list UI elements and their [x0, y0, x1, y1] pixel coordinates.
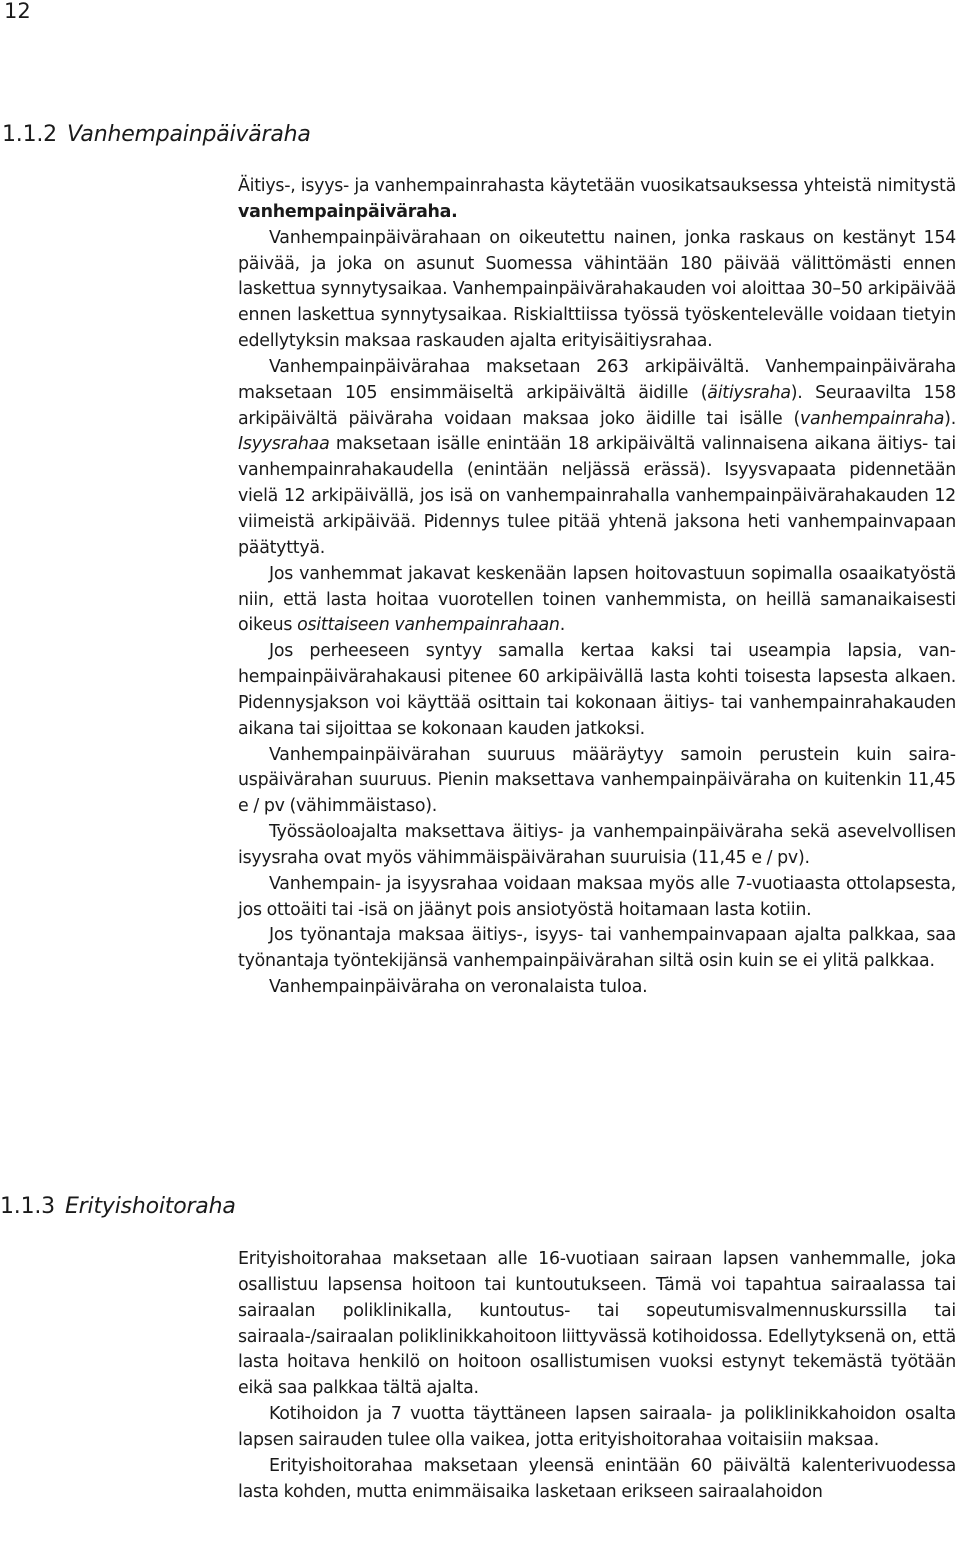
- paragraph: [238, 174, 956, 226]
- paragraph: [238, 226, 956, 355]
- paragraph: [238, 355, 956, 562]
- text-run: Vanhempainpäivärahaan on oikeutettu nainen, jonka raskaus on kestänyt 154 päivää, ja joka on asunut Suomessa vähintään 180 päivää välittömästi ennen laskettua synnytysaikaa. Vanhempainpäivärahakauden voi aloittaa 30–50 arkipäivää ennen laskettua synnytysaikaa. Riskialttiissa työssä työskentelevälle voidaan tietyin edellytyksin maksaa raskauden ajalta erityisäitiysrahaa.: [238, 227, 956, 352]
- section-heading-vanhempainpaivaraha: [2, 120, 311, 150]
- paragraph: [238, 975, 956, 1001]
- paragraph: [238, 820, 956, 872]
- text-run: Työssäoloajalta maksettava äitiys- ja vanhempainpäiväraha sekä asevelvollisen isyysraha ovat myös vähimmäispäivärahan suuruisia (11,45 e / pv).: [238, 822, 956, 868]
- page-number: 12: [4, 0, 31, 23]
- section-body-vanhempainpaivaraha: [238, 174, 956, 1001]
- italic-text-run: Isyysrahaa: [238, 434, 330, 455]
- text-run: Äitiys-, isyys- ja vanhempainrahasta käytetään vuosikatsauksessa yhteistä nimitystä: [238, 176, 956, 196]
- text-run: .: [559, 615, 565, 636]
- bold-text-run: vanhempainpäiväraha.: [238, 201, 458, 222]
- text-run: Vanhempainpäivärahan suuruus määräytyy samoin perustein kuin sairauspäivärahan suuruus. Pienin maksettava vanhempainpäiväraha on kuitenkin 11,45 e / pv (vähimmäistaso).: [238, 744, 956, 817]
- text-run: Kotihoidon ja 7 vuotta täyttäneen lapsen sairaala- ja poliklinikkahoidon osalta lapsen sairauden tulee olla vaikea, jotta erityishoitorahaa voitaisiin maksaa.: [238, 1404, 956, 1450]
- text-run: Vanhempain- ja isyysrahaa voidaan maksaa myös alle 7-vuotiaasta ottolapsesta, jos ottoäiti tai -isä on jäänyt pois ansiotyöstä hoitamaan lasta kotiin.: [238, 873, 956, 920]
- text-run: Jos perheeseen syntyy samalla kertaa kaksi tai useampia lapsia, vanhempainpäivärahakausi pitenee 60 arkipäivällä lasta kohti toisesta lapsesta alkaen. Pidennysjakson voi käyttää osittain tai kokonaan äitiys- tai vanhempainrahakauden aikana tai sijoittaa se kokonaan kauden jatkoksi.: [238, 641, 956, 739]
- text-run: Erityishoitorahaa maksetaan alle 16-vuotiaan sairaan lapsen vanhemmalle, joka osallistuu lapsensa hoitoon tai kuntoutukseen. Tämä voi tapahtua sairaalassa tai sairaalan poliklinikalla, kuntoutus- tai sopeutumisvalmennuskurssilla tai sairaala-/sairaalan poliklinikkahoitoon liittyvässä kotihoidossa. Edellytyksenä on, että lasta hoitava henkilö on hoitoon osallistumisen vuoksi estynyt tekemästä työtään eikä saa palkkaa tältä ajalta.: [238, 1249, 956, 1399]
- text-run: Erityishoitorahaa maksetaan yleensä enintään 60 päivältä kalenterivuodessa lasta kohden, mutta enimmäisaika lasketaan erikseen sairaalahoidon: [238, 1455, 956, 1502]
- section-body-erityishoitoraha: [238, 1247, 956, 1505]
- text-run: Jos työnantaja maksaa äitiys-, isyys- tai vanhempainvapaan ajalta palkkaa, saa työnantaja työntekijänsä vanhempainpäivärahan siltä osin kuin se ei ylitä palkkaa.: [238, 925, 956, 972]
- paragraph: [238, 872, 956, 924]
- paragraph: [238, 562, 956, 640]
- italic-text-run: äitiysraha: [707, 382, 791, 403]
- paragraph: [238, 1247, 956, 1402]
- paragraph: [238, 1402, 956, 1454]
- italic-text-run: vanhempainraha: [800, 408, 945, 429]
- text-run: Vanhempainpäiväraha on veronalaista tuloa.: [269, 977, 648, 998]
- text-run: Vanhempainpäivärahaa maksetaan 263 arkipäivältä. Vanhempainpäiväraha maksetaan 105 ensimmäiseltä arkipäivältä äidille (: [238, 356, 956, 403]
- section-number: 1.1.2: [2, 122, 57, 147]
- text-run: ). Seuraavilta 158 arkipäivältä päiväraha voidaan maksaa joko äidille tai isälle (: [238, 382, 957, 429]
- section-number: 1.1.3: [0, 1194, 55, 1219]
- paragraph: [238, 639, 956, 742]
- section-heading-erityishoitoraha: [0, 1192, 236, 1222]
- text-run: Jos vanhemmat jakavat keskenään lapsen hoitovastuun sopimalla osaaikatyöstä niin, että lasta hoitaa vuorotellen toinen vanhemmista, on heillä samanaikaisesti oikeus: [238, 563, 956, 636]
- text-run: ).: [944, 408, 956, 429]
- section-title: Erityishoitoraha: [64, 1194, 236, 1219]
- paragraph: [238, 923, 956, 975]
- paragraph: [238, 1454, 956, 1506]
- paragraph: [238, 743, 956, 821]
- italic-text-run: osittaiseen vanhempainrahaan: [297, 615, 560, 636]
- text-run: maksetaan isälle enintään 18 arkipäivältä valinnaisena aikana äitiys- tai vanhempainrahakaudella (enintään neljässä erässä). Isyysvapaata pidennetään vielä 12 arkipäivällä, jos isä on vanhempainrahalla vanhempainpäivärahakauden 12 viimeistä arkipäivää. Pidennys tulee pitää yhtenä jaksona heti vanhempainvapaan päätyttyä.: [238, 434, 956, 558]
- section-title: Vanhempainpäiväraha: [66, 122, 311, 147]
